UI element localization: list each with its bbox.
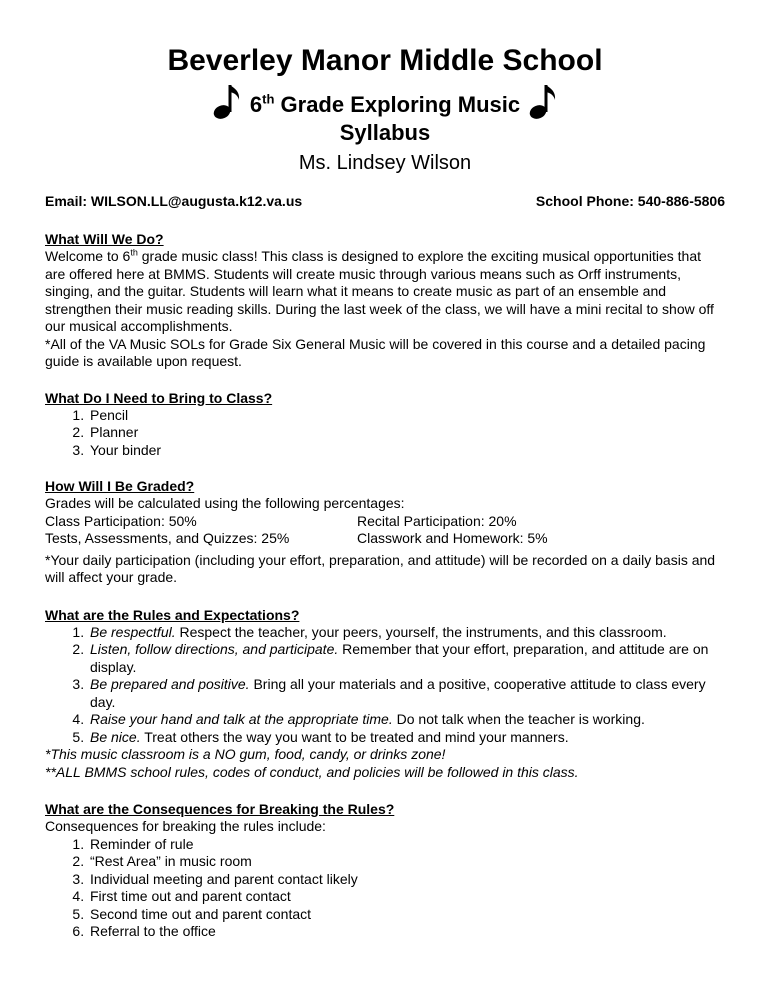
syllabus-title: Syllabus	[339, 120, 431, 145]
list-item: 3. Individual meeting and parent contact likely	[88, 871, 725, 889]
school-title: Beverley Manor Middle School	[167, 44, 603, 77]
school-rules-note: **ALL BMMS school rules, codes of conduct, and policies will be followed in this class.	[45, 763, 579, 780]
list-item: 5. Be nice. Treat others the way you want to be treated and mind your manners.	[88, 729, 725, 747]
section-what-we-do	[45, 231, 725, 371]
grade-class-participation: Class Participation: 50%	[45, 512, 197, 529]
bring-list	[45, 407, 725, 460]
list-item: 1. Reminder of rule	[88, 836, 725, 854]
section-bring	[45, 390, 725, 460]
consequences-intro: Consequences for breaking the rules include:	[45, 818, 326, 834]
consequences-list	[45, 836, 725, 941]
list-item: 3. Be prepared and positive. Bring all your materials and a positive, cooperative attitude to class every day.	[88, 676, 725, 711]
participation-note: *Your daily participation (including your effort, preparation, and attitude) will be recorded on a daily basis and will affect your grade.	[45, 551, 716, 585]
eighth-note-icon	[212, 82, 242, 120]
section-heading: What Do I Need to Bring to Class?	[45, 389, 273, 406]
list-item: 6. Referral to the office	[88, 923, 725, 941]
section-graded	[45, 478, 725, 587]
course-title: 6th Grade Exploring Music	[249, 91, 521, 117]
email-text: Email: WILSON.LL@augusta.k12.va.us	[45, 193, 303, 209]
list-item: 1. Be respectful. Respect the teacher, your peers, yourself, the instruments, and this classroom.	[88, 624, 725, 642]
grade-recital-participation: Recital Participation: 20%	[357, 512, 517, 529]
section-heading: What are the Rules and Expectations?	[45, 606, 300, 623]
list-item: 4. First time out and parent contact	[88, 888, 725, 906]
grades-intro: Grades will be calculated using the following percentages:	[45, 495, 405, 511]
grade-breakdown	[45, 513, 725, 548]
course-title-row	[45, 80, 725, 120]
list-item: 2. Listen, follow directions, and participate. Remember that your effort, preparation, and attitude are on display.	[88, 641, 725, 676]
list-item: 4. Raise your hand and talk at the appropriate time. Do not talk when the teacher is working.	[88, 711, 725, 729]
rules-list	[45, 624, 725, 747]
list-item: 3. Your binder	[88, 442, 725, 460]
classroom-note: *This music classroom is a NO gum, food, candy, or drinks zone!	[45, 746, 446, 762]
eighth-note-icon	[528, 82, 558, 120]
sol-note: *All of the VA Music SOLs for Grade Six General Music will be covered in this course and a detailed pacing guide is available upon request.	[45, 335, 706, 369]
section-rules	[45, 607, 725, 782]
section-consequences	[45, 801, 725, 941]
section-heading: What Will We Do?	[45, 231, 164, 247]
teacher-name: Ms. Lindsey Wilson	[298, 152, 472, 174]
grade-tests: Tests, Assessments, and Quizzes: 25%	[45, 530, 290, 546]
list-item: 1. Pencil	[88, 407, 725, 425]
section-heading: What are the Consequences for Breaking the Rules?	[45, 801, 395, 817]
contact-row	[45, 192, 725, 210]
list-item: 2. “Rest Area” in music room	[88, 853, 725, 871]
section-heading: How Will I Be Graded?	[45, 478, 195, 494]
list-item: 2. Planner	[88, 424, 725, 442]
phone-text: School Phone: 540-886-5806	[535, 193, 725, 209]
grade-classwork: Classwork and Homework: 5%	[357, 530, 548, 546]
intro-paragraph: Welcome to 6th grade music class! This class is designed to explore the exciting musical opportunities that are offered here at BMMS. Students will create music through various means such as Orff instruments, singing, and the guitar. Students will learn what it means to create music as part of an ensemble and strengthen their music reading skills. During the last week of the class, we will have a mini recital to show off our musical accomplishments.	[45, 247, 714, 334]
list-item: 5. Second time out and parent contact	[88, 906, 725, 924]
syllabus-page	[45, 44, 725, 941]
